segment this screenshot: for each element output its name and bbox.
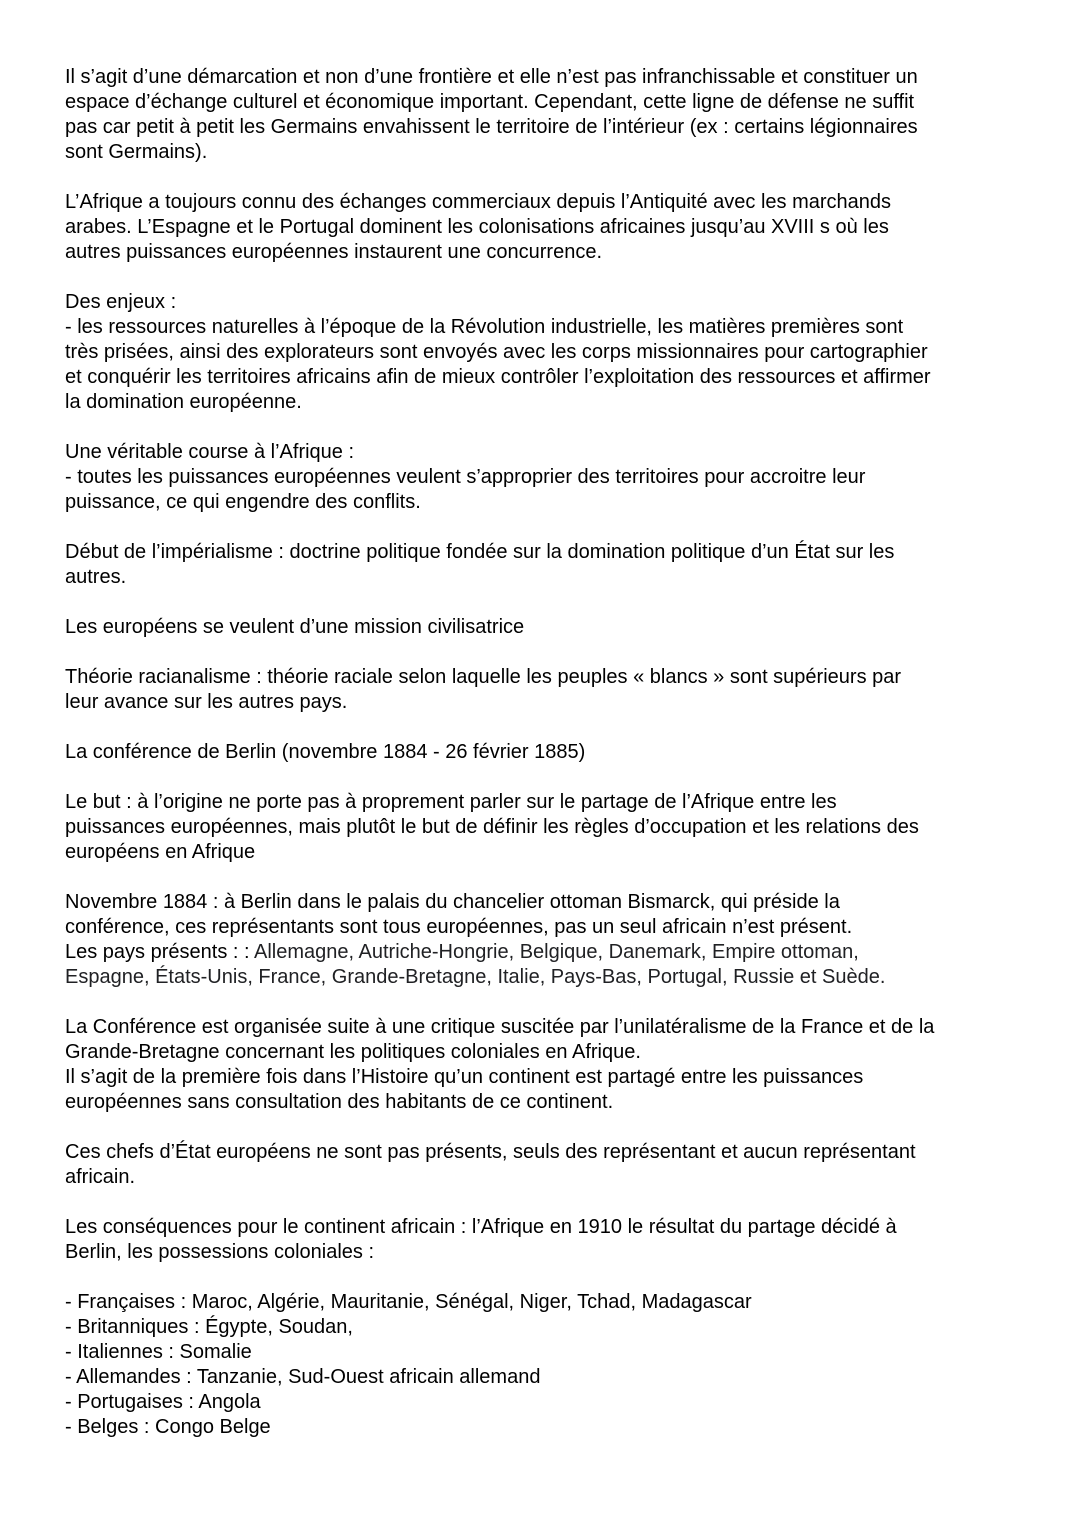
text-line: espace d’échange culturel et économique important. Cependant, cette ligne de défense ne suffit xyxy=(65,91,915,113)
countries-list: Allemagne, Autriche-Hongrie, Belgique, Danemark, Empire ottoman, xyxy=(249,941,859,963)
text-line: La Conférence est organisée suite à une critique suscitée par l’unilatéralisme de la France et de la xyxy=(65,1016,935,1038)
text-line: arabes. L’Espagne et le Portugal dominent les colonisations africaines jusqu’au XVIII s où les xyxy=(65,216,889,238)
paragraph xyxy=(65,890,1025,990)
text-line: autres puissances européennes instaurent une concurrence. xyxy=(65,241,603,263)
text-line: - Italiennes : Somalie xyxy=(65,1341,252,1363)
text-line: la domination européenne. xyxy=(65,391,302,413)
paragraph xyxy=(65,665,1025,715)
text-line: Il s’agit d’une démarcation et non d’une frontière et elle n’est pas infranchissable et constituer un xyxy=(65,66,918,88)
document-body xyxy=(65,65,1025,1465)
paragraph xyxy=(65,290,1025,415)
paragraph xyxy=(65,540,1025,590)
paragraph xyxy=(65,190,1025,265)
text-line: Ces chefs d’État européens ne sont pas présents, seuls des représentant et aucun représentant xyxy=(65,1141,916,1163)
paragraph xyxy=(65,1140,1025,1190)
countries-list-continued: Espagne, États-Unis, France, Grande-Bretagne, Italie, Pays-Bas, Portugal, Russie et Suède. xyxy=(65,966,886,988)
text-line: Il s’agit de la première fois dans l’Histoire qu’un continent est partagé entre les puissances xyxy=(65,1066,864,1088)
text-line: autres. xyxy=(65,566,127,588)
paragraph xyxy=(65,740,1025,765)
text-line: - Allemandes : Tanzanie, Sud-Ouest africain allemand xyxy=(65,1366,541,1388)
text-line: - Belges : Congo Belge xyxy=(65,1416,271,1438)
text-line: africain. xyxy=(65,1166,136,1188)
paragraph xyxy=(65,1015,1025,1115)
text-line: et conquérir les territoires africains afin de mieux contrôler l’exploitation des ressources et affirmer xyxy=(65,366,931,388)
text-line: puissances européennes, mais plutôt le but de définir les règles d’occupation et les relations des xyxy=(65,816,919,838)
text-line: Berlin, les possessions coloniales : xyxy=(65,1241,375,1263)
text-line: leur avance sur les autres pays. xyxy=(65,691,348,713)
text-line: Théorie racianalisme : théorie raciale selon laquelle les peuples « blancs » sont supérieurs par xyxy=(65,666,902,688)
text-line: Une véritable course à l’Afrique : xyxy=(65,441,355,463)
paragraph xyxy=(65,790,1025,865)
countries-line xyxy=(65,940,1025,965)
text-line: Début de l’impérialisme : doctrine politique fondée sur la domination politique d’un État sur les xyxy=(65,541,895,563)
paragraph xyxy=(65,65,1025,165)
paragraph xyxy=(65,615,1025,640)
text-line: - les ressources naturelles à l’époque de la Révolution industrielle, les matières premières sont xyxy=(65,316,904,338)
text-line: Des enjeux : xyxy=(65,291,177,313)
text-line: Les européens se veulent d’une mission civilisatrice xyxy=(65,616,525,638)
text-line: L’Afrique a toujours connu des échanges commerciaux depuis l’Antiquité avec les marchands xyxy=(65,191,892,213)
text-line: conférence, ces représentants sont tous européennes, pas un seul africain n’est présent. xyxy=(65,916,853,938)
text-line: Les conséquences pour le continent africain : l’Afrique en 1910 le résultat du partage décidé à xyxy=(65,1216,897,1238)
text-line: européennes sans consultation des habitants de ce continent. xyxy=(65,1091,614,1113)
text-line: Le but : à l’origine ne porte pas à proprement parler sur le partage de l’Afrique entre les xyxy=(65,791,837,813)
text-line: Novembre 1884 : à Berlin dans le palais du chancelier ottoman Bismarck, qui préside la xyxy=(65,891,840,913)
text-line: puissance, ce qui engendre des conflits. xyxy=(65,491,421,513)
text-line: européens en Afrique xyxy=(65,841,256,863)
text-line: - Françaises : Maroc, Algérie, Mauritanie, Sénégal, Niger, Tchad, Madagascar xyxy=(65,1291,752,1313)
text-line: La conférence de Berlin (novembre 1884 - 26 février 1885) xyxy=(65,741,586,763)
paragraph xyxy=(65,440,1025,515)
paragraph xyxy=(65,1290,1025,1440)
text-line: pas car petit à petit les Germains envahissent le territoire de l’intérieur (ex : certains légionnaires xyxy=(65,116,918,138)
text-line: sont Germains). xyxy=(65,141,208,163)
text-line: très prisées, ainsi des explorateurs sont envoyés avec les corps missionnaires pour cartographier xyxy=(65,341,928,363)
text-line: - Portugaises : Angola xyxy=(65,1391,261,1413)
paragraph xyxy=(65,1215,1025,1265)
countries-label: Les pays présents : : xyxy=(65,941,250,963)
text-line: - toutes les puissances européennes veulent s’approprier des territoires pour accroitre leur xyxy=(65,466,866,488)
text-line: - Britanniques : Égypte, Soudan, xyxy=(65,1316,353,1338)
text-line: Grande-Bretagne concernant les politiques coloniales en Afrique. xyxy=(65,1041,641,1063)
